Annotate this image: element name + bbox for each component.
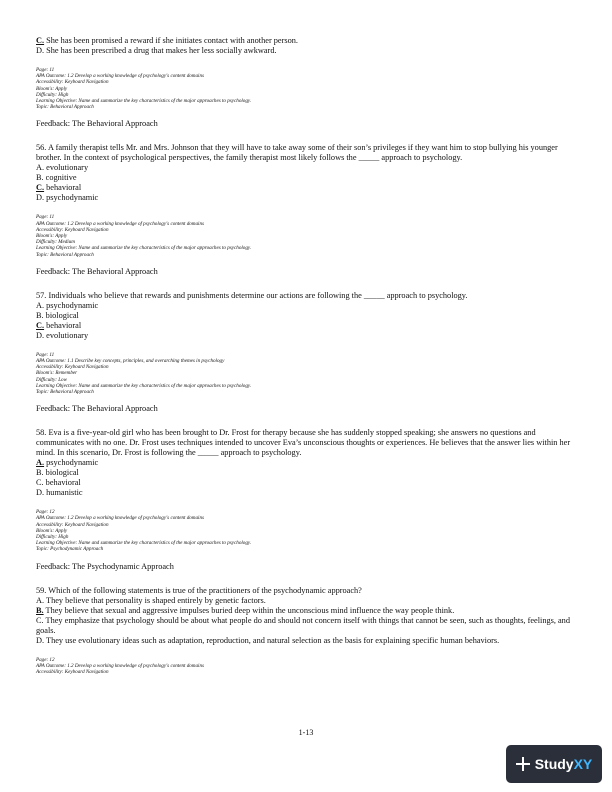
answer-choice — [36, 331, 576, 341]
choice-text: evolutionary — [44, 330, 89, 340]
choice-letter: A. — [36, 458, 45, 468]
choice-text: They believe that personality is shaped entirely by genetic factors. — [44, 595, 266, 605]
choice-text: humanistic — [44, 488, 83, 498]
choice-text: behavioral — [44, 183, 82, 193]
question-55-tail — [36, 36, 576, 129]
meta-line: Page: 12 — [36, 509, 55, 516]
choice-letter: A. — [36, 300, 45, 310]
choice-letter: B. — [36, 605, 44, 615]
choice-letter: C. — [36, 478, 44, 488]
choice-letter: A. — [36, 163, 45, 173]
meta-line: Page: 12 — [36, 656, 55, 663]
choice-text: biological — [43, 468, 79, 478]
answer-choice — [36, 596, 576, 606]
answer-choice — [36, 616, 576, 636]
meta-line: Accessibility: Keyboard Navigation — [36, 669, 109, 676]
meta-line: Bloom's: Apply — [36, 527, 68, 534]
choice-text: biological — [43, 310, 79, 320]
choice-text: evolutionary — [44, 163, 89, 173]
meta-line: Difficulty: High — [36, 91, 69, 98]
meta-line: Page: 11 — [36, 214, 55, 221]
answer-choice — [36, 193, 576, 203]
feedback-line: Feedback: The Behavioral Approach — [36, 404, 158, 414]
choice-text: They use evolutionary ideas such as adaptation, reproduction, and natural selection as the basis for explaining specific human behaviors. — [44, 635, 500, 645]
choice-letter: D. — [36, 193, 45, 203]
choice-letter: A. — [36, 595, 45, 605]
meta-line: Bloom's: Remember — [36, 370, 78, 377]
meta-line: APA Outcome: 1.1 Describe key concepts, principles, and overarching themes in psychology — [36, 358, 225, 365]
brand-accent: XY — [573, 756, 593, 772]
answer-choice — [36, 488, 576, 498]
choice-text: behavioral — [44, 320, 82, 330]
answer-choice — [36, 606, 576, 616]
choice-text: behavioral — [43, 478, 81, 488]
studyxy-badge[interactable] — [506, 745, 602, 783]
meta-line: Learning Objective: Name and summarize the key characteristics of the major approaches to psychology. — [36, 540, 252, 547]
answer-choice — [36, 321, 576, 331]
meta-line: Topic: Behavioral Approach — [36, 104, 94, 111]
choice-text: psychodynamic — [44, 458, 99, 468]
choice-text: psychodynamic — [44, 300, 99, 310]
choice-letter: B. — [36, 310, 44, 320]
meta-line: Topic: Behavioral Approach — [36, 251, 94, 258]
question-56 — [36, 143, 576, 276]
question-text: 58. Eva is a five-year-old girl who has been brought to Dr. Frost for therapy because she has suddenly stopped speaking; she answers no questions and communicates with no one. Dr. Frost uses techniques intended to uncover Eva’s unconscious thoughts or experiences. He believes that the answer lies within her mind. In this scenario, Dr. Frost is following the _____ approach to psychology. — [36, 428, 571, 458]
question-59 — [36, 586, 576, 676]
meta-line: APA Outcome: 1.2 Develop a working knowledge of psychology's content domains — [36, 662, 204, 669]
choice-text: They emphasize that psychology should be about what people do and should not concern itself with things that cannot be seen, such as thoughts, feelings, and goals. — [36, 615, 570, 635]
answer-choice — [36, 468, 576, 478]
meta-line: Accessibility: Keyboard Navigation — [36, 364, 109, 371]
choice-text: She has been promised a reward if she initiates contact with another person. — [44, 36, 298, 45]
question-58 — [36, 428, 576, 571]
answer-choice — [36, 36, 576, 46]
choice-letter: B. — [36, 173, 44, 183]
meta-line: Topic: Psychodynamic Approach — [36, 546, 104, 553]
choice-text: psychodynamic — [44, 193, 99, 203]
feedback-line: Feedback: The Behavioral Approach — [36, 119, 158, 129]
choice-text: She has been prescribed a drug that makes her less socially awkward. — [44, 46, 277, 55]
answer-choice — [36, 458, 576, 468]
meta-line: Topic: Behavioral Approach — [36, 389, 94, 396]
meta-line: Difficulty: Low — [36, 376, 67, 383]
choice-letter: C. — [36, 615, 44, 625]
feedback-line: Feedback: The Psychodynamic Approach — [36, 561, 174, 571]
question-text: 56. A family therapist tells Mr. and Mrs. Johnson that they will have to take away some of their son’s privileges if they want him to stop bullying his younger brother. In the context of psychological perspectives, the family therapist most likely follows the _____ approach to psychology. — [36, 143, 558, 163]
meta-line: Bloom's: Apply — [36, 85, 68, 92]
meta-line: Page: 11 — [36, 67, 55, 73]
question-text: 57. Individuals who believe that rewards and punishments determine our actions are following the _____ approach to psychology. — [36, 290, 468, 300]
question-metadata — [36, 657, 576, 676]
meta-line: Learning Objective: Name and summarize the key characteristics of the major approaches to psychology. — [36, 98, 252, 105]
page-number: 1-13 — [298, 728, 314, 737]
choice-letter: C. — [36, 36, 45, 45]
meta-line: APA Outcome: 1.2 Develop a working knowledge of psychology's content domains — [36, 220, 204, 227]
meta-line: Accessibility: Keyboard Navigation — [36, 521, 109, 528]
answer-choice — [36, 311, 576, 321]
question-metadata — [36, 509, 576, 552]
answer-choice — [36, 478, 576, 488]
meta-line: Difficulty: Medium — [36, 239, 75, 246]
question-metadata — [36, 352, 576, 395]
choice-letter: C. — [36, 183, 45, 193]
brand-main: Study — [534, 756, 574, 772]
answer-choice — [36, 173, 576, 183]
choice-letter: D. — [36, 330, 45, 340]
answer-choice — [36, 301, 576, 311]
answer-choice — [36, 183, 576, 193]
question-metadata — [36, 67, 576, 110]
question-57 — [36, 291, 576, 414]
meta-line: Learning Objective: Name and summarize the key characteristics of the major approaches to psychology. — [36, 382, 252, 389]
meta-line: Learning Objective: Name and summarize the key characteristics of the major approaches to psychology. — [36, 245, 252, 252]
answer-choice — [36, 636, 576, 646]
answer-choice — [36, 46, 576, 56]
meta-line: Difficulty: High — [36, 534, 69, 541]
choice-letter: D. — [36, 635, 45, 645]
plus-icon — [516, 757, 530, 771]
meta-line: Accessibility: Keyboard Navigation — [36, 79, 109, 86]
answer-choice — [36, 163, 576, 173]
choice-letter: B. — [36, 468, 44, 478]
choice-letter: D. — [36, 488, 45, 498]
feedback-line: Feedback: The Behavioral Approach — [36, 266, 158, 276]
meta-line: Page: 11 — [36, 351, 55, 358]
choice-text: cognitive — [43, 173, 77, 183]
meta-line: Accessibility: Keyboard Navigation — [36, 226, 109, 233]
choice-letter: C. — [36, 320, 45, 330]
meta-line: APA Outcome: 1.2 Develop a working knowledge of psychology's content domains — [36, 515, 204, 522]
choice-text: They believe that sexual and aggressive impulses buried deep within the unconscious mind influence the way people think. — [43, 605, 455, 615]
meta-line: APA Outcome: 1.2 Develop a working knowledge of psychology's content domains — [36, 73, 204, 80]
question-metadata — [36, 214, 576, 257]
meta-line: Bloom's: Apply — [36, 233, 68, 240]
question-text: 59. Which of the following statements is true of the practitioners of the psychodynamic approach? — [36, 585, 362, 595]
document-page — [36, 36, 576, 675]
choice-letter: D. — [36, 46, 45, 55]
